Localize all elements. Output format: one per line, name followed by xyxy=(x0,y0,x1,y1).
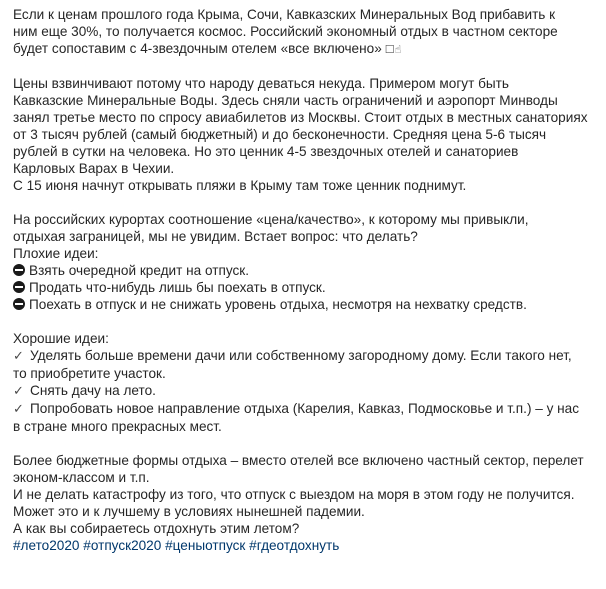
hashtag-link[interactable]: #ценыотпуск xyxy=(165,538,246,553)
hashtag-link[interactable]: #лето2020 xyxy=(13,538,80,553)
text-line: Более бюджетные формы отдыха – вместо отелей все включено частный сектор, перелет xyxy=(13,453,584,468)
text-line: отдыхая заграницей, мы не увидим. Встает вопрос: что делать? xyxy=(13,229,418,244)
paragraph-conclusion xyxy=(13,452,606,537)
bad-idea-item xyxy=(13,296,606,313)
good-idea-continuation: в стране много прекрасных мест. xyxy=(13,419,222,434)
good-idea-continuation: то приобретите участок. xyxy=(13,366,166,381)
good-idea-text: Попробовать новое направление отдыха (Карелия, Кавказ, Подмосковье и т.п.) – у нас xyxy=(30,401,580,416)
checkmark-icon: ✓ xyxy=(13,384,24,399)
paragraph-intro xyxy=(13,6,606,58)
text-line: И не делать катастрофу из того, что отпуск с выездом на моря в этом году не получится. xyxy=(13,487,575,502)
bad-idea-item xyxy=(13,279,606,296)
text-line: На российских курортах соотношение «цена/качество», к которому мы привыкли, xyxy=(13,212,529,227)
good-idea-text: Снять дачу на лето. xyxy=(30,383,156,398)
good-ideas-title: Хорошие идеи: xyxy=(13,331,109,346)
good-idea-item xyxy=(13,347,606,365)
hashtag-row xyxy=(13,537,606,554)
good-idea-text: Уделять больше времени дачи или собственному загородному дому. Если такого нет, xyxy=(30,348,572,363)
no-entry-icon xyxy=(13,281,25,293)
text-line: Карловых Варах в Чехии. xyxy=(13,161,175,176)
paragraph-gap xyxy=(13,435,606,452)
no-entry-icon xyxy=(13,298,25,310)
good-ideas-list xyxy=(13,330,606,435)
text-line: занял третье место по спросу авиабилетов из Москвы. Стоит отдых в местных санаториях xyxy=(13,110,588,125)
text-line: эконом-классом и т.п. xyxy=(13,470,150,485)
hashtag-link[interactable]: #отпуск2020 xyxy=(83,538,162,553)
good-idea-item xyxy=(13,400,606,418)
paragraph-question xyxy=(13,211,606,262)
text-line: Если к ценам прошлого года Крыма, Сочи, Кавказских Минеральных Вод прибавить к xyxy=(13,7,556,22)
text-segment: будет сопоставим с 4-звездочным отелем «все включено» xyxy=(13,41,382,56)
text-line: Может это и к лучшему в условиях нынешней падемии. xyxy=(13,504,365,519)
text-line: ним еще 30%, то получается космос. Российский экономный отдых в частном секторе xyxy=(13,24,558,39)
checkmark-icon: ✓ xyxy=(13,349,24,364)
paragraph-gap xyxy=(13,313,606,330)
bad-idea-text: Продать что-нибудь лишь бы поехать в отпуск. xyxy=(29,280,326,295)
bad-idea-item xyxy=(13,262,606,279)
bad-ideas-list xyxy=(13,262,606,313)
bad-idea-text: Поехать в отпуск и не снижать уровень отдыха, несмотря на нехватку средств. xyxy=(29,297,527,312)
good-idea-item xyxy=(13,382,606,400)
text-line xyxy=(13,40,606,58)
paragraph-gap xyxy=(13,58,606,75)
paragraph-prices xyxy=(13,75,606,194)
text-line: рублей в сутки на человека. Но это ценник 4-5 звездочных отелей и санаториев xyxy=(13,144,519,159)
paragraph-gap xyxy=(13,194,606,211)
text-line: Цены взвинчивают потому что народу деваться некуда. Примером могут быть xyxy=(13,76,509,91)
hashtag-link[interactable]: #гдеотдохнуть xyxy=(249,538,340,553)
text-line: А как вы собираетесь отдохнуть этим летом? xyxy=(13,521,300,536)
no-entry-icon xyxy=(13,264,25,276)
text-line: С 15 июня начнут открывать пляжи в Крыму там тоже ценник поднимут. xyxy=(13,178,467,193)
text-line: от 3 тысяч рублей (самый бюджетный) и до бесконечности. Средняя цена 5-6 тысяч xyxy=(13,127,547,142)
checkmark-icon: ✓ xyxy=(13,402,24,417)
text-line: Кавказские Минеральные Воды. Здесь сняли часть ограничений и аэропорт Минводы xyxy=(13,93,558,108)
bad-idea-text: Взять очередной кредит на отпуск. xyxy=(29,263,249,278)
emoji-icon: ☐☝ xyxy=(384,43,402,56)
bad-ideas-title: Плохие идеи: xyxy=(13,246,99,261)
